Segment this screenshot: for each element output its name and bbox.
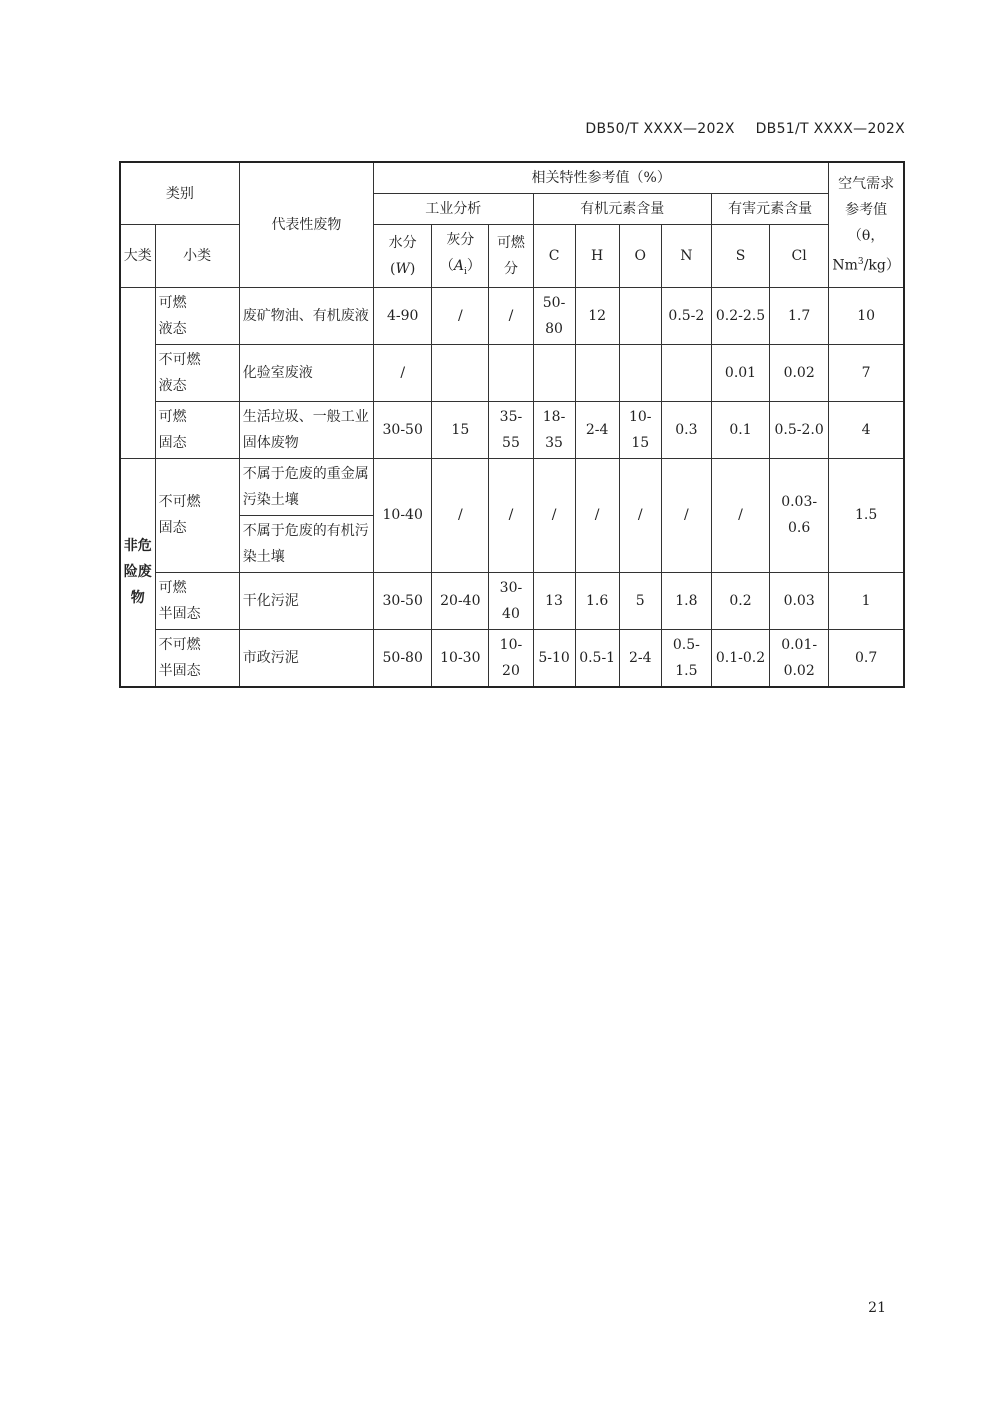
cell-water: 30-50 bbox=[374, 401, 432, 458]
cell-oxygen: 2-4 bbox=[619, 629, 661, 687]
cell-oxygen bbox=[619, 344, 661, 401]
header-row-3 bbox=[120, 225, 904, 288]
representative-waste: 废矿物油、有机废液 bbox=[239, 287, 373, 344]
header-chlorine: Cl bbox=[770, 225, 829, 288]
cell-air: 1 bbox=[829, 572, 904, 629]
representative-waste: 生活垃圾、一般工业固体废物 bbox=[239, 401, 373, 458]
header-hydrogen: H bbox=[575, 225, 619, 288]
cell-ash: 10-30 bbox=[432, 629, 489, 687]
cell-hydrogen: 0.5-1 bbox=[575, 629, 619, 687]
cell-nitrogen: 0.5- 1.5 bbox=[661, 629, 711, 687]
header-water: 水分(W) bbox=[374, 225, 432, 288]
cell-chlorine: 0.02 bbox=[770, 344, 829, 401]
cell-air: 10 bbox=[829, 287, 904, 344]
cell-hydrogen bbox=[575, 344, 619, 401]
header-air-line3: （θ， bbox=[847, 228, 885, 245]
cell-combustible: / bbox=[489, 287, 533, 344]
cell-combustible: 10-20 bbox=[489, 629, 533, 687]
header-major-class: 大类 bbox=[120, 225, 155, 288]
cell-oxygen: 10-15 bbox=[619, 401, 661, 458]
cell-chlorine: 0.03- 0.6 bbox=[770, 458, 829, 572]
header-sulfur: S bbox=[711, 225, 769, 288]
header-properties: 相关特性参考值（%） bbox=[374, 162, 829, 194]
cell-air: 7 bbox=[829, 344, 904, 401]
cell-nitrogen: 1.8 bbox=[661, 572, 711, 629]
cell-hydrogen: 2-4 bbox=[575, 401, 619, 458]
page-number: 21 bbox=[868, 1300, 886, 1316]
cell-chlorine: 0.5-2.0 bbox=[770, 401, 829, 458]
cell-water: 30-50 bbox=[374, 572, 432, 629]
cell-combustible: / bbox=[489, 458, 533, 572]
standard-code-db50: DB50/T XXXX—202X bbox=[585, 121, 735, 137]
minor-class: 可燃 固态 bbox=[155, 401, 239, 458]
cell-sulfur: 0.01 bbox=[711, 344, 769, 401]
cell-sulfur: 0.2 bbox=[711, 572, 769, 629]
representative-waste: 不属于危废的有机污染土壤 bbox=[239, 515, 373, 572]
standard-code-db51: DB51/T XXXX—202X bbox=[755, 121, 905, 137]
minor-class: 可燃 液态 bbox=[155, 287, 239, 344]
cell-air: 1.5 bbox=[829, 458, 904, 572]
cell-nitrogen: / bbox=[661, 458, 711, 572]
cell-ash: / bbox=[432, 287, 489, 344]
cell-carbon: 13 bbox=[533, 572, 575, 629]
cell-sulfur: / bbox=[711, 458, 769, 572]
table-row bbox=[120, 287, 904, 344]
representative-waste: 化验室废液 bbox=[239, 344, 373, 401]
minor-class: 不可燃 液态 bbox=[155, 344, 239, 401]
header-ash: 灰分 $(A_i)$ bbox=[432, 225, 489, 288]
header-organic-elements: 有机元素含量 bbox=[533, 194, 711, 225]
header-air-line2: 参考值 bbox=[845, 202, 888, 219]
representative-waste: 干化污泥 bbox=[239, 572, 373, 629]
header-air-demand bbox=[829, 162, 904, 287]
cell-ash: / bbox=[432, 458, 489, 572]
cell-hydrogen: / bbox=[575, 458, 619, 572]
cell-ash bbox=[432, 344, 489, 401]
cell-ash: 15 bbox=[432, 401, 489, 458]
header-nitrogen: N bbox=[661, 225, 711, 288]
header-industrial-analysis: 工业分析 bbox=[374, 194, 533, 225]
minor-class: 不可燃 固态 bbox=[155, 458, 239, 572]
header-row-1 bbox=[120, 162, 904, 194]
minor-class: 可燃 半固态 bbox=[155, 572, 239, 629]
header-air-line4: Nm$^3$/kg） bbox=[832, 257, 900, 274]
header-minor-class: 小类 bbox=[155, 225, 239, 288]
cell-water: / bbox=[374, 344, 432, 401]
cell-carbon: 18-35 bbox=[533, 401, 575, 458]
header-combustible: 可燃 分 bbox=[489, 225, 533, 288]
cell-nitrogen: 0.5-2 bbox=[661, 287, 711, 344]
table-row bbox=[120, 344, 904, 401]
cell-water: 4-90 bbox=[374, 287, 432, 344]
cell-oxygen: 5 bbox=[619, 572, 661, 629]
cell-combustible: 30-40 bbox=[489, 572, 533, 629]
cell-ash: 20-40 bbox=[432, 572, 489, 629]
cell-combustible: 35-55 bbox=[489, 401, 533, 458]
cell-chlorine: 1.7 bbox=[770, 287, 829, 344]
cell-sulfur: 0.1 bbox=[711, 401, 769, 458]
header-representative-waste: 代表性废物 bbox=[239, 162, 373, 287]
cell-sulfur: 0.1-0.2 bbox=[711, 629, 769, 687]
header-category: 类别 bbox=[120, 162, 239, 225]
cell-chlorine: 0.03 bbox=[770, 572, 829, 629]
representative-waste: 市政污泥 bbox=[239, 629, 373, 687]
major-class-blank bbox=[120, 287, 155, 458]
table-row bbox=[120, 401, 904, 458]
cell-air: 0.7 bbox=[829, 629, 904, 687]
header-oxygen: O bbox=[619, 225, 661, 288]
minor-class: 不可燃 半固态 bbox=[155, 629, 239, 687]
cell-combustible bbox=[489, 344, 533, 401]
cell-hydrogen: 12 bbox=[575, 287, 619, 344]
cell-carbon: / bbox=[533, 458, 575, 572]
cell-oxygen bbox=[619, 287, 661, 344]
cell-water: 50-80 bbox=[374, 629, 432, 687]
table-row bbox=[120, 458, 904, 515]
representative-waste: 不属于危废的重金属污染土壤 bbox=[239, 458, 373, 515]
major-class-non-hazardous: 非危 险废 物 bbox=[120, 458, 155, 687]
cell-water: 10-40 bbox=[374, 458, 432, 572]
cell-carbon: 5-10 bbox=[533, 629, 575, 687]
cell-hydrogen: 1.6 bbox=[575, 572, 619, 629]
header-harmful-elements: 有害元素含量 bbox=[711, 194, 828, 225]
cell-nitrogen: 0.3 bbox=[661, 401, 711, 458]
table-row bbox=[120, 629, 904, 687]
document-header bbox=[569, 121, 905, 137]
header-carbon: C bbox=[533, 225, 575, 288]
cell-carbon bbox=[533, 344, 575, 401]
table-row bbox=[120, 572, 904, 629]
cell-air: 4 bbox=[829, 401, 904, 458]
cell-carbon: 50-80 bbox=[533, 287, 575, 344]
cell-chlorine: 0.01- 0.02 bbox=[770, 629, 829, 687]
waste-properties-table bbox=[119, 161, 905, 688]
header-air-line1: 空气需求 bbox=[838, 176, 895, 193]
cell-sulfur: 0.2-2.5 bbox=[711, 287, 769, 344]
cell-oxygen: / bbox=[619, 458, 661, 572]
cell-nitrogen bbox=[661, 344, 711, 401]
